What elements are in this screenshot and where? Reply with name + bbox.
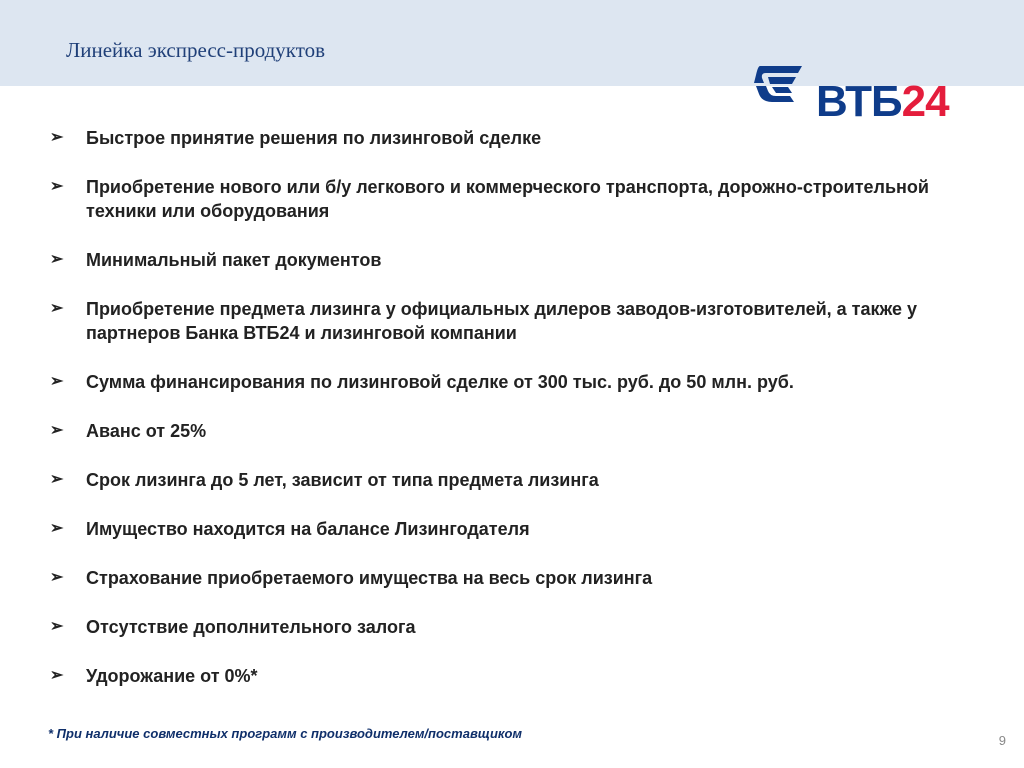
arrow-bullet-icon: ➢ xyxy=(50,471,64,488)
arrow-bullet-icon: ➢ xyxy=(50,178,64,195)
bullet-text: Имущество находится на балансе Лизингодателя xyxy=(86,519,530,539)
bullet-list xyxy=(50,126,1000,713)
arrow-bullet-icon: ➢ xyxy=(50,251,64,268)
arrow-bullet-icon: ➢ xyxy=(50,300,64,317)
bullet-item xyxy=(50,615,1000,639)
vtb-logo-mark-icon xyxy=(752,62,806,106)
bullet-item xyxy=(50,175,1000,223)
bullet-item xyxy=(50,517,1000,541)
arrow-bullet-icon: ➢ xyxy=(50,422,64,439)
bullet-item xyxy=(50,468,1000,492)
bullet-text: Отсутствие дополнительного залога xyxy=(86,617,416,637)
bullet-item xyxy=(50,126,1000,150)
bullet-text: Быстрое принятие решения по лизинговой сделке xyxy=(86,128,542,148)
bullet-text: Удорожание от 0%* xyxy=(86,666,258,686)
arrow-bullet-icon: ➢ xyxy=(50,520,64,537)
logo-wordmark xyxy=(816,78,949,126)
bullet-text: Сумма финансирования по лизинговой сделке от 300 тыс. руб. до 50 млн. руб. xyxy=(86,372,794,392)
logo-text-24: 24 xyxy=(901,77,949,126)
footnote: * При наличие совместных программ с производителем/поставщиком xyxy=(48,726,523,741)
arrow-bullet-icon: ➢ xyxy=(50,129,64,146)
bullet-item xyxy=(50,419,1000,443)
bullet-item xyxy=(50,370,1000,394)
bullet-item xyxy=(50,566,1000,590)
bullet-text: Приобретение предмета лизинга у официальных дилеров заводов-изготовителей, а также у партнеров Банка ВТБ24 и лизинговой компании xyxy=(86,299,918,343)
arrow-bullet-icon: ➢ xyxy=(50,569,64,586)
bullet-item xyxy=(50,664,1000,688)
bullet-text: Приобретение нового или б/у легкового и коммерческого транспорта, дорожно-строительной техники или оборудования xyxy=(86,177,929,221)
logo-text-vtb: ВТБ xyxy=(816,77,902,126)
bullet-item xyxy=(50,297,1000,345)
arrow-bullet-icon: ➢ xyxy=(50,618,64,635)
arrow-bullet-icon: ➢ xyxy=(50,667,64,684)
bullet-item xyxy=(50,248,1000,272)
bullet-text: Минимальный пакет документов xyxy=(86,250,382,270)
vtb24-logo xyxy=(752,62,968,126)
bullet-text: Аванс от 25% xyxy=(86,421,207,441)
page-number: 9 xyxy=(998,733,1006,748)
slide-title: Линейка экспресс-продуктов xyxy=(66,38,326,62)
arrow-bullet-icon: ➢ xyxy=(50,373,64,390)
bullet-text: Срок лизинга до 5 лет, зависит от типа предмета лизинга xyxy=(86,470,599,490)
bullet-text: Страхование приобретаемого имущества на весь срок лизинга xyxy=(86,568,653,588)
